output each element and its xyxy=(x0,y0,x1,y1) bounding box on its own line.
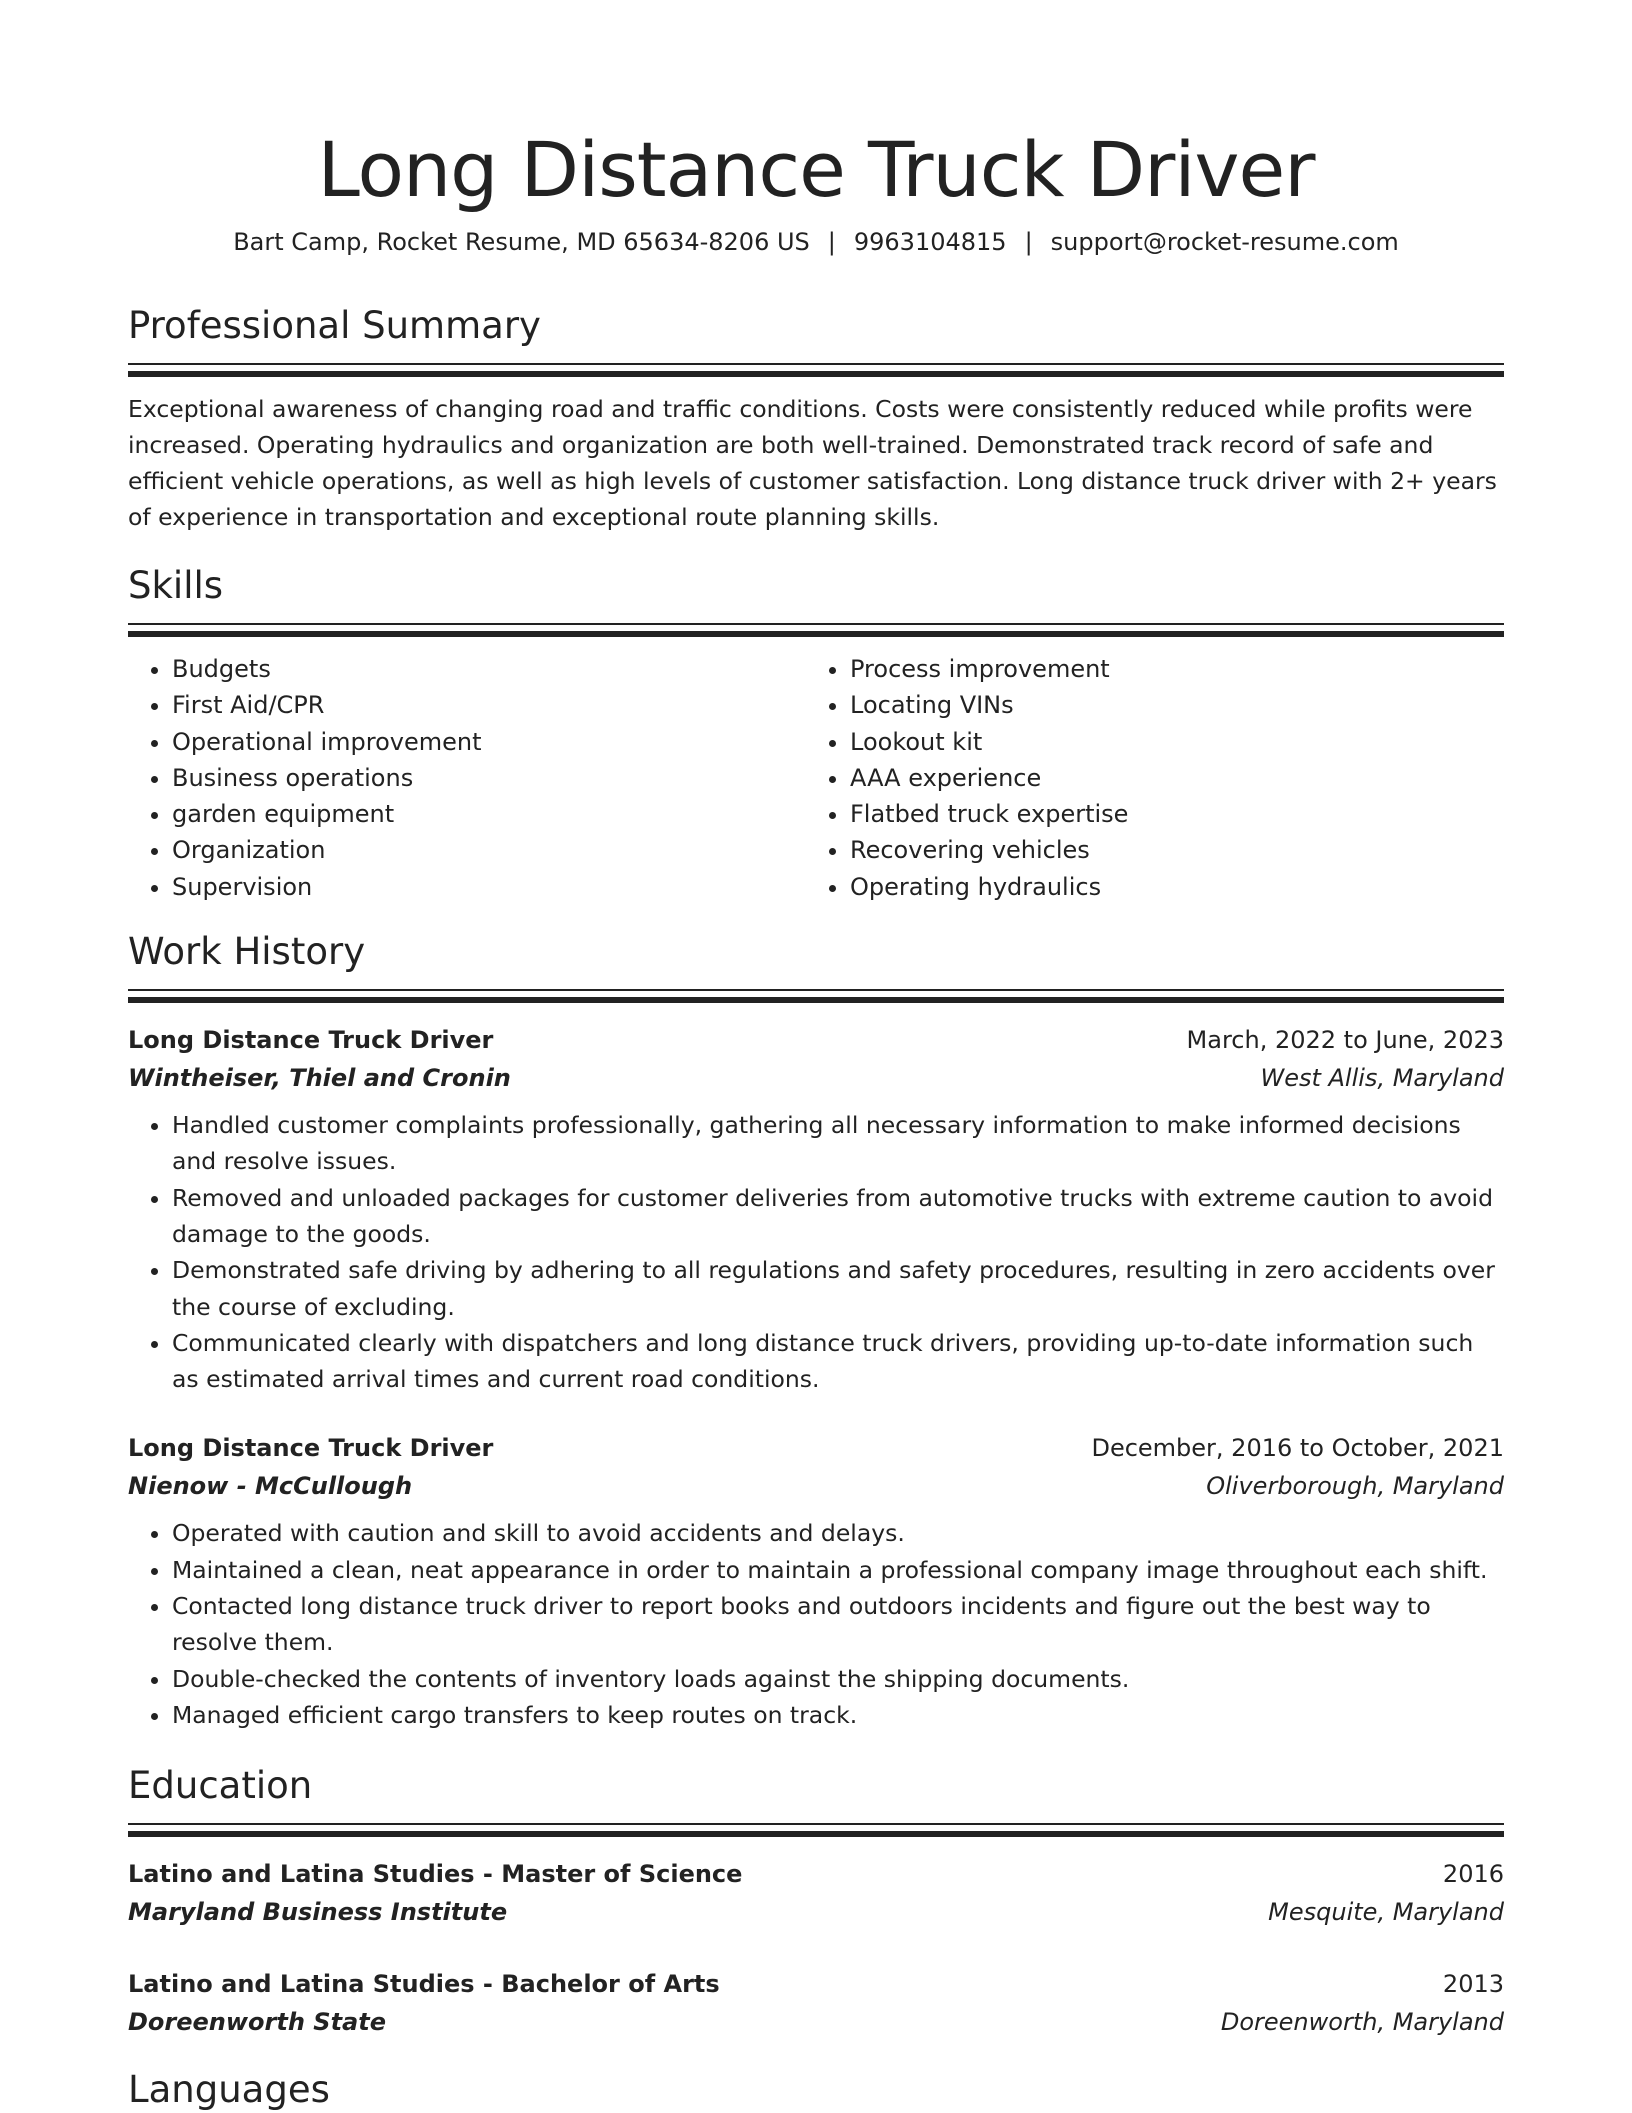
section-title-summary: Professional Summary xyxy=(128,304,541,347)
job-header xyxy=(128,1429,1504,1467)
job-entry xyxy=(128,1429,1504,1733)
job-bullet: • Handled customer complaints professionally, gathering all necessary information to make informed decisions and resolve issues. xyxy=(172,1107,1504,1180)
section-title-education: Education xyxy=(128,1764,313,1808)
contact-phone: 9963104815 xyxy=(853,228,1007,256)
job-company: Wintheiser, Thiel and Cronin xyxy=(128,1064,511,1093)
education-entry xyxy=(128,1855,1504,1931)
education-entry xyxy=(128,1965,1504,2041)
contact-separator: | xyxy=(1024,228,1033,256)
section-divider xyxy=(128,623,1504,637)
section-title-languages: Languages xyxy=(128,2068,330,2112)
section-divider xyxy=(128,989,1504,1003)
job-location: West Allis, Maryland xyxy=(1260,1064,1504,1093)
education-year: 2016 xyxy=(1442,1860,1504,1889)
section-divider xyxy=(128,363,1504,377)
skill-item: • Lookout kit xyxy=(850,724,1484,760)
education-school: Doreenworth State xyxy=(128,2008,386,2037)
job-title: Long Distance Truck Driver xyxy=(128,1026,494,1055)
skill-item: • First Aid/CPR xyxy=(172,687,806,723)
skill-item: • Supervision xyxy=(172,869,806,905)
education-subheader xyxy=(128,1893,1504,1931)
job-bullet: • Managed efficient cargo transfers to keep routes on track. xyxy=(172,1697,1504,1733)
skill-item: • Budgets xyxy=(172,651,806,687)
job-bullet: • Contacted long distance truck driver to report books and outdoors incidents and figure out the best way to resolve them. xyxy=(172,1588,1504,1661)
contact-line xyxy=(128,226,1504,258)
skill-item: • Locating VINs xyxy=(850,687,1484,723)
job-header xyxy=(128,1021,1504,1059)
skill-item: • Recovering vehicles xyxy=(850,832,1484,868)
summary-text: Exceptional awareness of changing road and traffic conditions. Costs were consistently reduced while profits were increased. Operating hydraulics and organization are both well-trained. Demonstrated track record of safe and efficient vehicle operations, as well as high levels of customer satisfaction. Long distance truck driver with 2+ years of experience in transportation and exceptional route planning skills. xyxy=(128,395,1497,531)
job-bullets xyxy=(128,1515,1504,1733)
skill-item: • Process improvement xyxy=(850,651,1484,687)
education-school: Maryland Business Institute xyxy=(128,1898,508,1927)
job-bullet: • Operated with caution and skill to avoid accidents and delays. xyxy=(172,1515,1504,1551)
job-subheader xyxy=(128,1467,1504,1505)
job-location: Oliverborough, Maryland xyxy=(1206,1472,1504,1501)
skills-list xyxy=(128,651,1504,905)
education-degree: Latino and Latina Studies - Bachelor of Arts xyxy=(128,1970,720,1999)
education-year: 2013 xyxy=(1442,1970,1504,1999)
job-bullet: • Double-checked the contents of inventory loads against the shipping documents. xyxy=(172,1661,1504,1697)
job-bullets xyxy=(128,1107,1504,1397)
skill-item: • Organization xyxy=(172,832,806,868)
education-degree: Latino and Latina Studies - Master of Science xyxy=(128,1860,743,1889)
job-bullet: • Demonstrated safe driving by adhering to all regulations and safety procedures, resulting in zero accidents over the course of excluding. xyxy=(172,1252,1504,1325)
job-bullet: • Removed and unloaded packages for customer deliveries from automotive trucks with extreme caution to avoid damage to the goods. xyxy=(172,1180,1504,1253)
skill-item: • Flatbed truck expertise xyxy=(850,796,1484,832)
section-title-skills: Skills xyxy=(128,564,224,607)
job-company: Nienow - McCullough xyxy=(128,1472,413,1501)
skill-item: • garden equipment xyxy=(172,796,806,832)
contact-separator: | xyxy=(827,228,836,256)
education-subheader xyxy=(128,2003,1504,2041)
resume-page xyxy=(128,0,1504,2112)
skill-item: • Operating hydraulics xyxy=(850,869,1484,905)
education-location: Doreenworth, Maryland xyxy=(1220,2008,1504,2037)
education-header xyxy=(128,1855,1504,1893)
job-bullet: • Communicated clearly with dispatchers and long distance truck drivers, providing up-to-date information such as estimated arrival times and current road conditions. xyxy=(172,1325,1504,1398)
contact-address: Bart Camp, Rocket Resume, MD 65634-8206 US xyxy=(233,228,810,256)
skills-column-left xyxy=(128,651,806,905)
education-location: Mesquite, Maryland xyxy=(1268,1898,1504,1927)
job-subheader xyxy=(128,1059,1504,1097)
job-bullet: • Maintained a clean, neat appearance in order to maintain a professional company image throughout each shift. xyxy=(172,1552,1504,1588)
section-divider xyxy=(128,1823,1504,1837)
skill-item: • Business operations xyxy=(172,760,806,796)
resume-title: Long Distance Truck Driver xyxy=(317,125,1315,214)
contact-email[interactable]: support@rocket-resume.com xyxy=(1050,228,1399,256)
skill-item: • Operational improvement xyxy=(172,724,806,760)
job-dates: March, 2022 to June, 2023 xyxy=(1186,1026,1504,1055)
skills-column-right xyxy=(806,651,1484,905)
education-header xyxy=(128,1965,1504,2003)
skill-item: • AAA experience xyxy=(850,760,1484,796)
section-title-work-history: Work History xyxy=(128,930,366,974)
job-entry xyxy=(128,1021,1504,1397)
job-dates: December, 2016 to October, 2021 xyxy=(1091,1434,1504,1463)
job-title: Long Distance Truck Driver xyxy=(128,1434,494,1463)
